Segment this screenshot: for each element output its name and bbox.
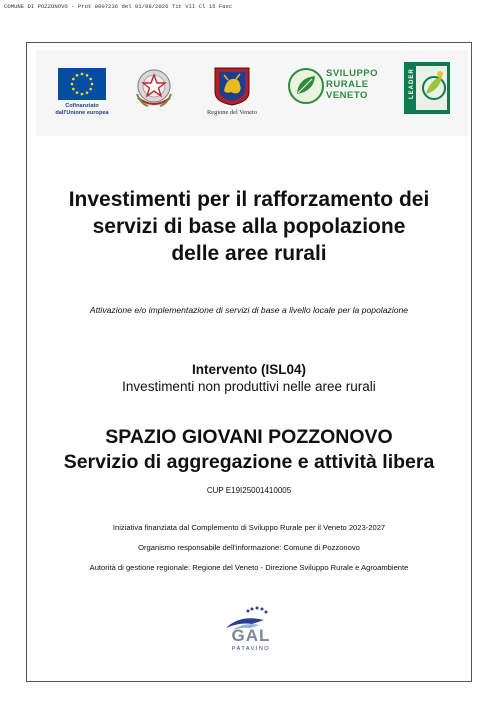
cup-code: CUP E19I25001410005 — [206, 486, 292, 495]
eu-star — [91, 83, 94, 86]
regione-veneto-logo — [212, 66, 252, 111]
eu-star — [76, 74, 79, 77]
eu-star — [72, 88, 75, 91]
gal-sublabel: PATAVINO — [231, 646, 271, 652]
sviluppo-rurale-veneto-logo — [288, 66, 324, 111]
eu-caption-line2: dall'Unione europea — [55, 110, 109, 116]
responsible-note: Organismo responsabile dell'informazione: Comune di Pozzonovo — [138, 543, 360, 552]
eu-flag-icon — [58, 68, 106, 100]
financing-note: Iniziativa finanziata dal Complemento di Sviluppo Rurale per il Veneto 2023-2027 — [112, 523, 386, 532]
svr-line3: VENETO — [326, 90, 368, 101]
project-title-line-1: SPAZIO GIOVANI POZZONOVO — [105, 426, 393, 448]
subtitle: Attivazione e/o implementazione di servizi di base a livello locale per la popolazione — [89, 305, 409, 315]
eu-star — [76, 91, 79, 94]
eu-star — [81, 73, 84, 76]
title-line-1: Investimenti per il rafforzamento dei — [68, 188, 430, 211]
gal-patavino-logo — [222, 606, 280, 658]
project-title — [30, 425, 468, 475]
eu-star — [89, 78, 92, 81]
eu-star — [81, 93, 84, 96]
eu-caption-line1: Cofinanziato — [65, 103, 99, 109]
intervento-code: Intervento (ISL04) — [191, 362, 307, 377]
veneto-caption: Regione del Veneto — [207, 109, 257, 116]
italian-republic-emblem — [134, 64, 174, 119]
logo-bar — [36, 50, 468, 136]
republic-emblem-icon — [134, 64, 174, 114]
eu-star — [86, 74, 89, 77]
eu-star — [86, 91, 89, 94]
veneto-lion-icon — [212, 66, 252, 106]
svr-line2: RURALE — [326, 79, 369, 90]
leader-logo — [404, 62, 450, 114]
leaf-icon — [288, 66, 324, 106]
title-line-2: servizi di base alla popolazione — [92, 215, 406, 238]
protocol-stamp: COMUNE DI POZZONOVO - Prot 0007236 del 01/08/2026 Tit VII Cl 15 Fasc — [4, 3, 233, 10]
intervento-description: Investimenti non produttivi nelle aree rurali — [122, 379, 376, 394]
authority-note: Autorità di gestione regionale: Regione del Veneto - Direzione Sviluppo Rurale e Agroambiente — [89, 563, 409, 572]
svr-line1: SVILUPPO — [326, 68, 379, 79]
eu-star — [71, 83, 74, 86]
leader-label: LEADER — [409, 68, 415, 99]
project-title-line-2: Servizio di aggregazione e attività libera — [63, 451, 435, 473]
eu-flag-logo — [58, 68, 106, 105]
title-line-3: delle aree rurali — [171, 242, 327, 265]
gal-label: GAL — [231, 626, 271, 645]
main-title — [30, 186, 468, 267]
eu-star — [89, 88, 92, 91]
eu-star — [72, 78, 75, 81]
